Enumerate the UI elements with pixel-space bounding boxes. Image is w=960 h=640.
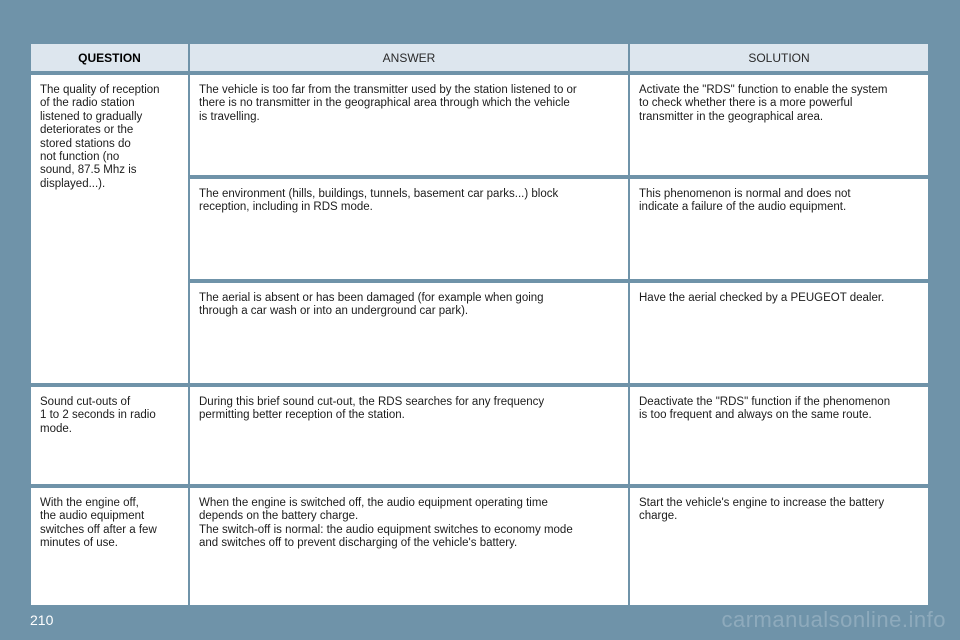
solution-check-aerial: Have the aerial checked by a PEUGEOT dealer. xyxy=(630,283,928,383)
header-question: QUESTION xyxy=(31,44,188,71)
solution-deactivate-rds: Deactivate the "RDS" function if the phenomenon is too frequent and always on the same route. xyxy=(630,387,928,484)
solution-normal-phenomenon: This phenomenon is normal and does not indicate a failure of the audio equipment. xyxy=(630,179,928,279)
answer-economy-mode: When the engine is switched off, the audio equipment operating time depends on the battery charge. The switch-off is normal: the audio equipment switches to economy mode and switches off to prevent discharging of the vehicle's battery. xyxy=(190,488,628,605)
question-engine-off: With the engine off, the audio equipment switches off after a few minutes of use. xyxy=(31,488,188,605)
question-sound-cutouts: Sound cut-outs of 1 to 2 seconds in radio mode. xyxy=(31,387,188,484)
question-reception-quality: The quality of reception of the radio station listened to gradually deteriorates or the stored stations do not function (no sound, 87.5 Mhz is displayed...). xyxy=(31,75,188,383)
solution-start-engine: Start the vehicle's engine to increase the battery charge. xyxy=(630,488,928,605)
header-answer: ANSWER xyxy=(190,44,628,71)
troubleshooting-table xyxy=(31,44,928,609)
answer-aerial-damaged: The aerial is absent or has been damaged (for example when going through a car wash or into an underground car park). xyxy=(190,283,628,383)
solution-activate-rds: Activate the "RDS" function to enable the system to check whether there is a more powerful transmitter in the geographical area. xyxy=(630,75,928,175)
header-solution: SOLUTION xyxy=(630,44,928,71)
answer-transmitter-distance: The vehicle is too far from the transmitter used by the station listened to or there is no transmitter in the geographical area through which the vehicle is travelling. xyxy=(190,75,628,175)
page-number: 210 xyxy=(30,612,54,628)
answer-environment: The environment (hills, buildings, tunnels, basement car parks...) block reception, including in RDS mode. xyxy=(190,179,628,279)
watermark: carmanualsonline.info xyxy=(721,607,946,632)
answer-rds-search: During this brief sound cut-out, the RDS searches for any frequency permitting better reception of the station. xyxy=(190,387,628,484)
